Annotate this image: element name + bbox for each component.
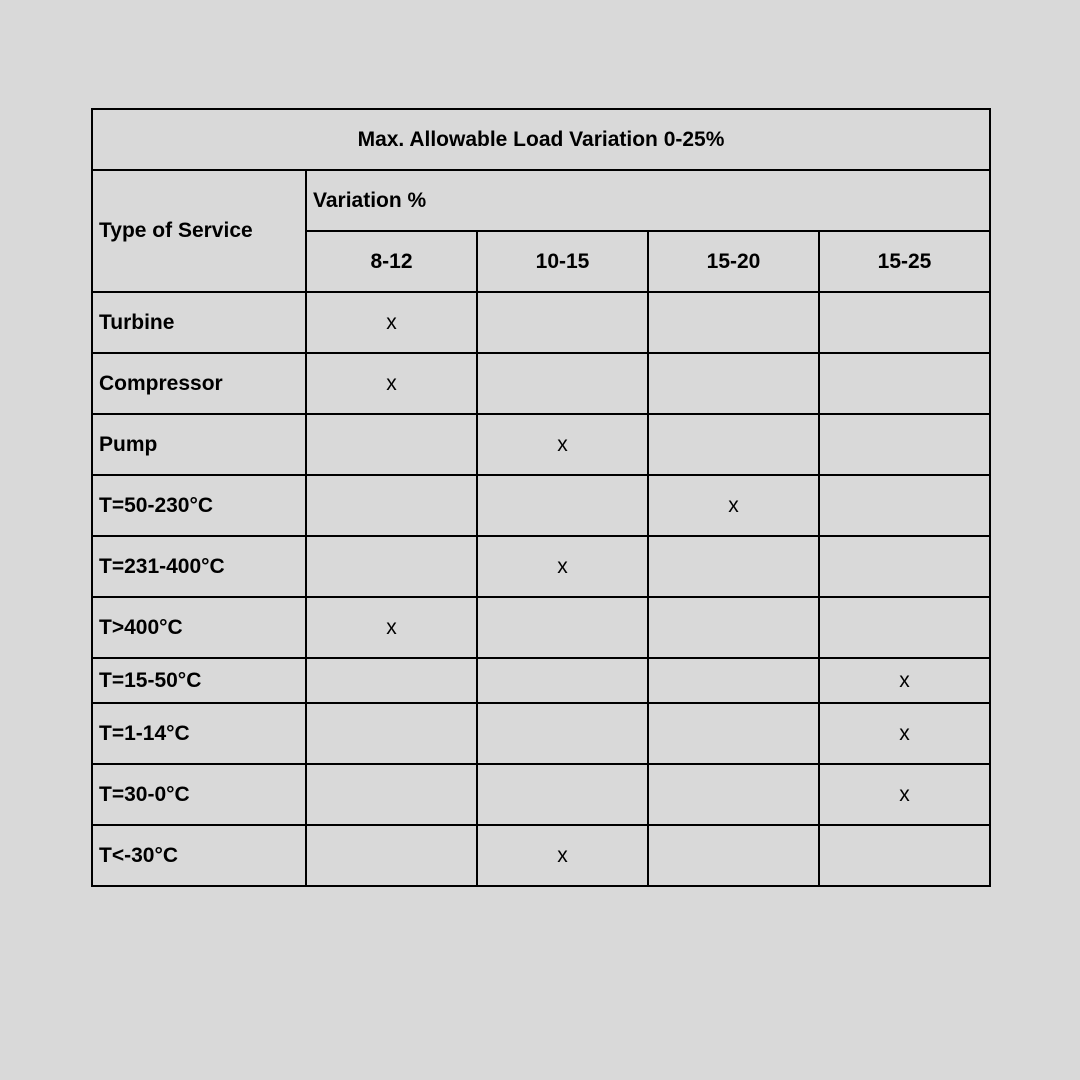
mark-cell: x xyxy=(819,764,990,825)
row-label: T=30-0°C xyxy=(92,764,306,825)
mark-cell xyxy=(306,536,477,597)
mark-cell xyxy=(477,597,648,658)
mark-cell xyxy=(648,353,819,414)
row-label: T>400°C xyxy=(92,597,306,658)
range-header-10-15: 10-15 xyxy=(477,231,648,292)
variation-column-header: Variation % xyxy=(306,170,990,231)
mark-cell xyxy=(648,764,819,825)
mark-cell xyxy=(306,414,477,475)
mark-cell xyxy=(648,597,819,658)
mark-cell xyxy=(819,475,990,536)
mark-cell xyxy=(819,597,990,658)
mark-cell xyxy=(306,475,477,536)
mark-cell xyxy=(306,658,477,703)
mark-cell: x xyxy=(477,414,648,475)
table-row xyxy=(92,658,990,703)
mark-cell: x xyxy=(306,597,477,658)
load-variation-table xyxy=(91,108,991,887)
row-label: Pump xyxy=(92,414,306,475)
table-row xyxy=(92,353,990,414)
mark-cell xyxy=(819,536,990,597)
mark-cell: x xyxy=(477,825,648,886)
row-label: T=231-400°C xyxy=(92,536,306,597)
mark-cell xyxy=(648,536,819,597)
mark-cell xyxy=(819,825,990,886)
row-label: T=1-14°C xyxy=(92,703,306,764)
mark-cell xyxy=(648,825,819,886)
mark-cell xyxy=(648,414,819,475)
table-row xyxy=(92,764,990,825)
table-row xyxy=(92,703,990,764)
table-row xyxy=(92,825,990,886)
table-row xyxy=(92,597,990,658)
mark-cell: x xyxy=(306,292,477,353)
mark-cell: x xyxy=(819,658,990,703)
mark-cell xyxy=(477,475,648,536)
row-label: T<-30°C xyxy=(92,825,306,886)
mark-cell xyxy=(819,292,990,353)
mark-cell xyxy=(477,292,648,353)
mark-cell xyxy=(477,658,648,703)
mark-cell xyxy=(648,292,819,353)
mark-cell xyxy=(477,703,648,764)
mark-cell xyxy=(306,703,477,764)
mark-cell xyxy=(306,764,477,825)
mark-cell xyxy=(477,764,648,825)
row-label: T=50-230°C xyxy=(92,475,306,536)
mark-cell xyxy=(648,703,819,764)
range-header-8-12: 8-12 xyxy=(306,231,477,292)
table-row xyxy=(92,536,990,597)
table-row xyxy=(92,414,990,475)
table-row xyxy=(92,475,990,536)
range-header-15-20: 15-20 xyxy=(648,231,819,292)
mark-cell xyxy=(819,353,990,414)
mark-cell: x xyxy=(819,703,990,764)
mark-cell: x xyxy=(477,536,648,597)
mark-cell xyxy=(306,825,477,886)
row-label: T=15-50°C xyxy=(92,658,306,703)
mark-cell xyxy=(648,658,819,703)
row-label: Compressor xyxy=(92,353,306,414)
mark-cell: x xyxy=(306,353,477,414)
range-header-15-25: 15-25 xyxy=(819,231,990,292)
service-column-header: Type of Service xyxy=(92,170,306,292)
row-label: Turbine xyxy=(92,292,306,353)
table-row xyxy=(92,292,990,353)
mark-cell: x xyxy=(648,475,819,536)
mark-cell xyxy=(819,414,990,475)
mark-cell xyxy=(477,353,648,414)
table-title: Max. Allowable Load Variation 0-25% xyxy=(92,109,990,170)
